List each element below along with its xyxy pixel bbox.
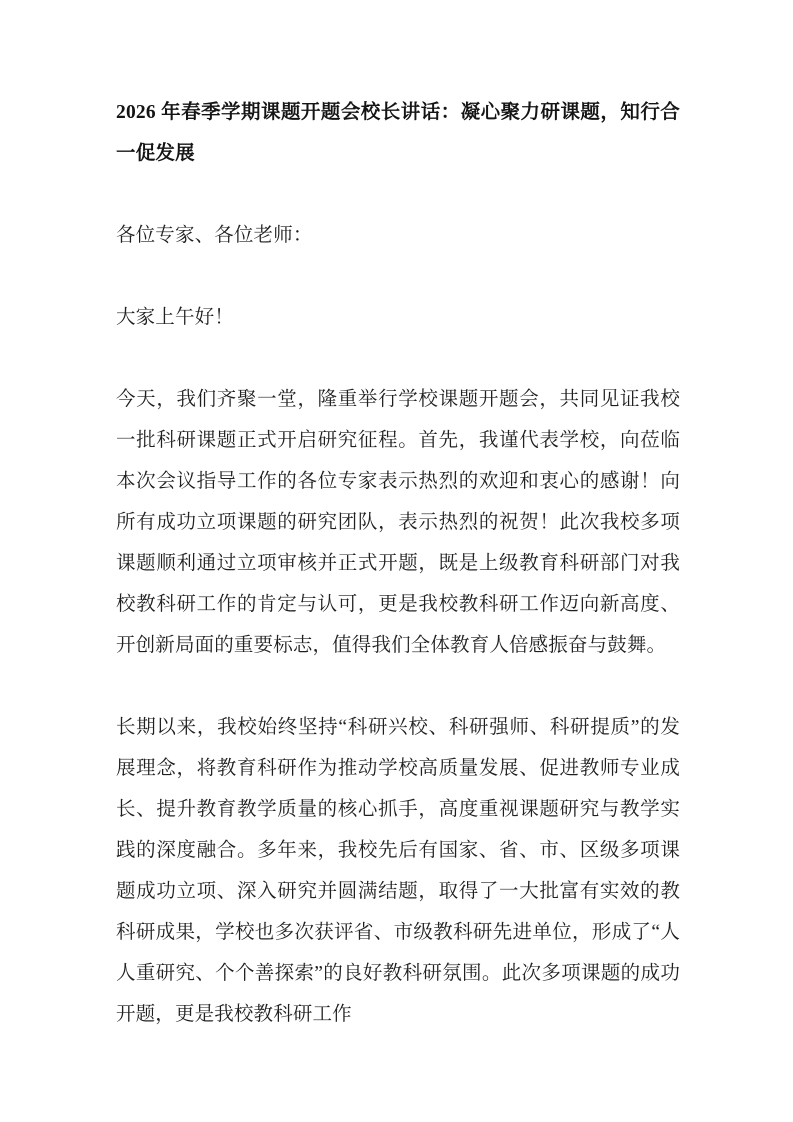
salutation-line: 各位专家、各位老师： [116,225,313,246]
body-paragraph-1: 今天，我们齐聚一堂，隆重举行学校课题开题会，共同见证我校一批科研课题正式开启研究征程。首先，我谨代表学校，向莅临本次会议指导工作的各位专家表示热烈的欢迎和衷心的感谢！向所有成功立项课题的研究团队，表示热烈的祝贺！此次我校多项课题顺利通过立项审核并正式开题，既是上级教育科研部门对我校教科研工作的肯定与认可，更是我校教科研工作迈向新高度、开创新局面的重要标志，值得我们全体教育人倍感振奋与鼓舞。 [116,389,680,656]
greeting-line: 大家上午好！ [116,307,234,328]
paragraph-gap-1 [116,666,680,707]
salutation-greeting-gap [116,256,680,297]
document-text-body [116,92,680,1035]
title-paragraph-gap [116,174,680,215]
body-paragraph-2: 长期以来，我校始终坚持“科研兴校、科研强师、科研提质”的发展理念，将教育科研作为推动学校高质量发展、促进教师专业成长、提升教育教学质量的核心抓手，高度重视课题研究与教学实践的深度融合。多年来，我校先后有国家、省、市、区级多项课题成功立项、深入研究并圆满结题，取得了一大批富有实效的教科研成果，学校也多次获评省、市级教科研先进单位，形成了“人人重研究、个个善探索”的良好教科研氛围。此次多项课题的成功开题，更是我校教科研工作 [116,717,680,1025]
greeting-body-gap [116,338,680,379]
page-title: 2026 年春季学期课题开题会校长讲话：凝心聚力研课题，知行合一促发展 [116,102,680,164]
